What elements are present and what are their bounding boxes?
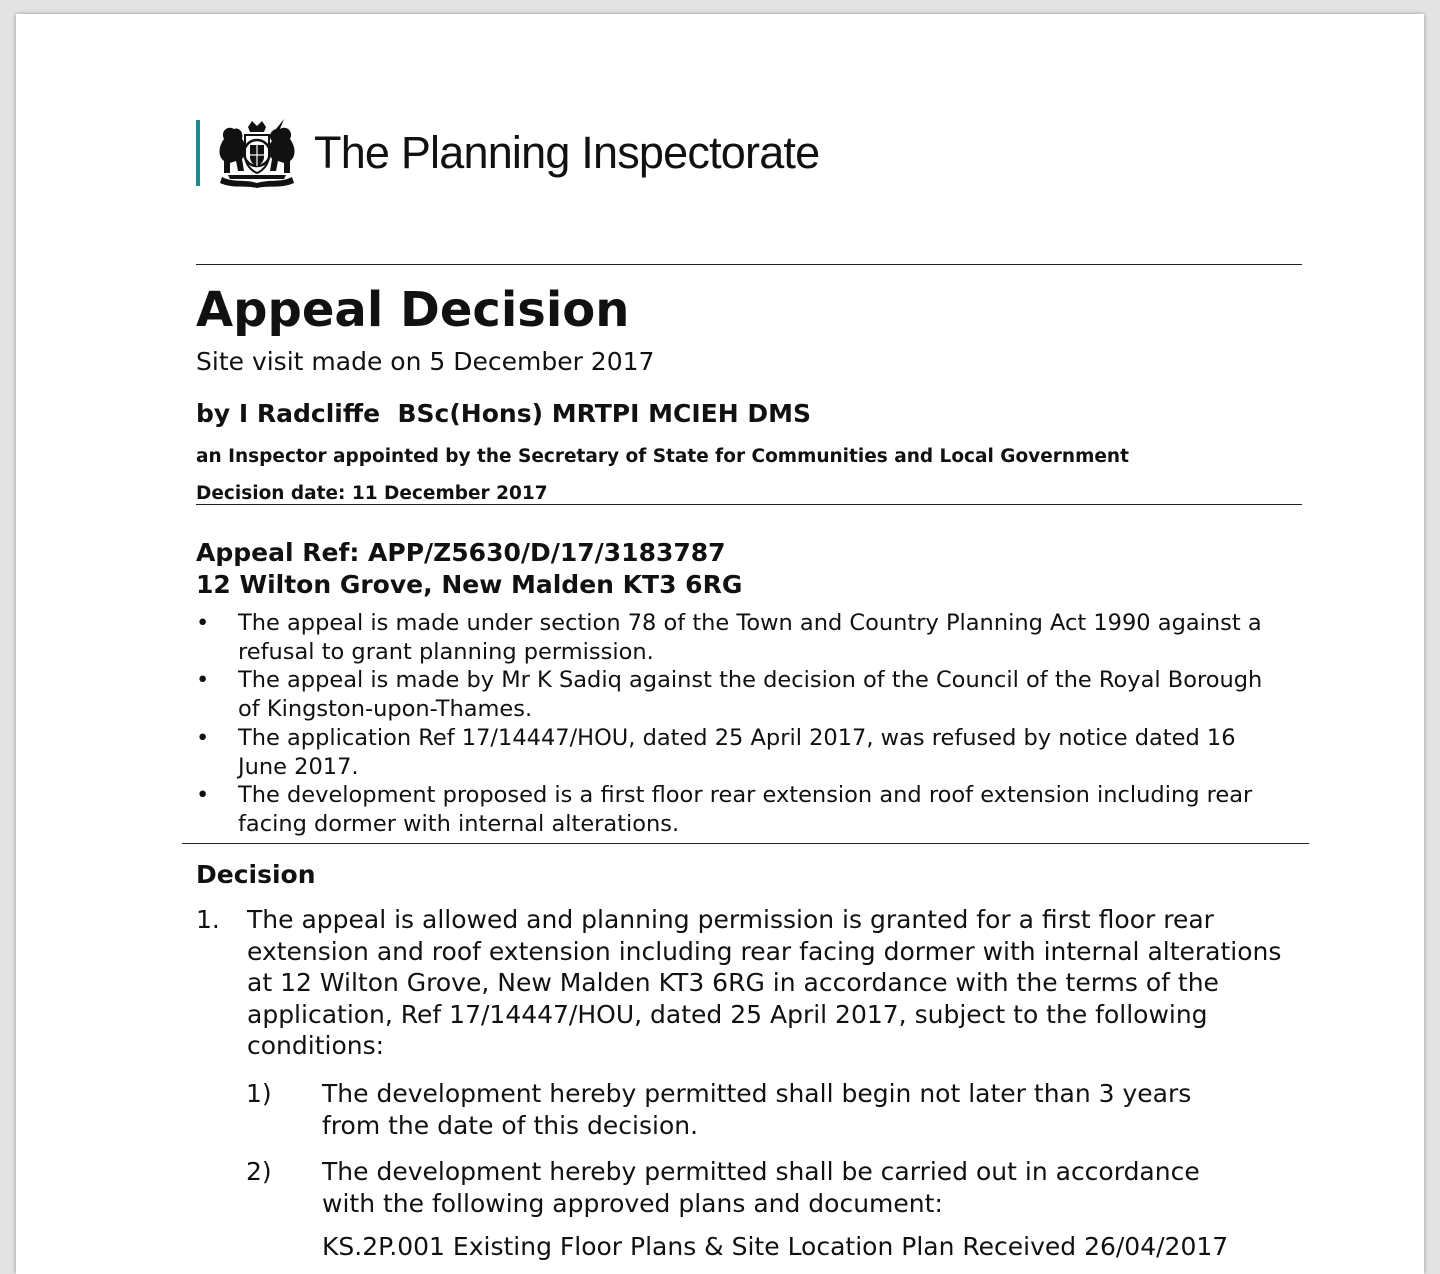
decision-date: Decision date: 11 December 2017: [196, 483, 548, 504]
condition-text: The development hereby permitted shall be carried out in accordance with the following approved plans and document:: [322, 1157, 1200, 1218]
divider: [182, 843, 1309, 844]
logo-accent-bar: [196, 120, 200, 186]
site-visit-date: Site visit made on 5 December 2017: [196, 347, 655, 376]
list-item-text: The application Ref 17/14447/HOU, dated 25 April 2017, was refused by notice dated 16 June 2017.: [238, 724, 1236, 780]
royal-coat-of-arms-logo: [214, 117, 300, 189]
decision-paragraph: [196, 904, 1296, 1062]
divider: [196, 264, 1302, 265]
inspector-name: by I Radcliffe BSc(Hons) MRTPI MCIEH DMS: [196, 399, 811, 428]
condition-number: 2): [246, 1157, 272, 1186]
paragraph-number: 1.: [196, 905, 220, 934]
condition-text: The development hereby permitted shall begin not later than 3 years from the date of this decision.: [322, 1079, 1192, 1140]
inspector-appointment: an Inspector appointed by the Secretary of State for Communities and Local Government: [196, 446, 1129, 467]
list-item: [196, 666, 1286, 723]
condition-item: [246, 1078, 1246, 1141]
paragraph-text: The appeal is allowed and planning permission is granted for a first floor rear extension and roof extension including rear facing dormer with internal alterations at 12 Wilton Grove, New Malden KT3 6RG in accordance with the terms of the application, Ref 17/14447/HOU, dated 25 April 2017, subject to the following conditions:: [247, 905, 1282, 1061]
list-item-text: The appeal is made under section 78 of the Town and Country Planning Act 1990 against a refusal to grant planning permission.: [238, 610, 1262, 665]
appeal-reference: Appeal Ref: APP/Z5630/D/17/3183787: [196, 538, 726, 567]
organisation-name: The Planning Inspectorate: [314, 127, 820, 178]
appeal-details-list: [196, 609, 1286, 839]
bullet-icon: •: [196, 782, 210, 809]
condition-item: [246, 1156, 1246, 1219]
list-item: [196, 609, 1286, 666]
bullet-icon: •: [196, 610, 210, 636]
list-item: [196, 781, 1286, 838]
condition-number: 1): [246, 1079, 272, 1108]
approved-plan-line: KS.2P.001 Existing Floor Plans & Site Location Plan Received 26/04/2017: [322, 1232, 1229, 1261]
divider: [196, 504, 1302, 505]
document-page: [16, 14, 1424, 1274]
site-address: 12 Wilton Grove, New Malden KT3 6RG: [196, 570, 743, 599]
page-title: Appeal Decision: [196, 282, 630, 338]
list-item-text: The appeal is made by Mr K Sadiq against the decision of the Council of the Royal Borough of Kingston-upon-Thames.: [238, 667, 1263, 723]
bullet-icon: •: [196, 724, 210, 751]
decision-heading: Decision: [196, 860, 316, 889]
bullet-icon: •: [196, 667, 210, 694]
list-item: [196, 724, 1286, 781]
list-item-text: The development proposed is a first floor rear extension and roof extension including rear facing dormer with internal alterations.: [238, 782, 1253, 837]
